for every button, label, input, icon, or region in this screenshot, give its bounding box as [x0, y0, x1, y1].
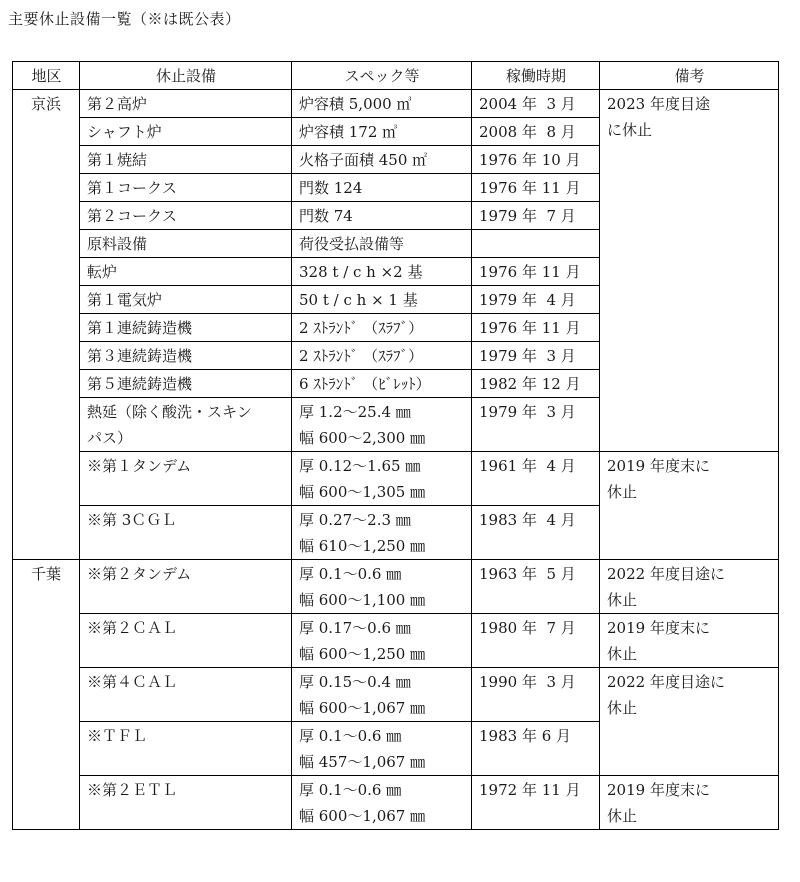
spec-cell-line: 2 ｽﾄﾗﾝﾄﾞ （ｽﾗﾌﾞ）: [299, 347, 424, 365]
equipment-cell-line: 第１コークス: [87, 179, 177, 197]
equipment-cell-line: ※第１タンデム: [87, 457, 192, 475]
spec-cell-line: 厚 0.1～0.6 ㎜: [299, 565, 402, 583]
equipment-cell: [80, 146, 292, 174]
spec-cell: [292, 118, 472, 146]
spec-cell-line: 厚 1.2～25.4 ㎜: [299, 403, 411, 421]
equipment-cell-line: 熱延（除く酸洗・スキン: [87, 403, 252, 421]
period-cell: 1976 年 11 月: [472, 314, 600, 342]
table-row: [13, 776, 779, 830]
page-title: 主要休止設備一覧（※は既公表）: [8, 10, 241, 28]
table-row: [13, 614, 779, 668]
notes-cell-line: 2019 年度末に: [607, 781, 710, 799]
table-row: [13, 560, 779, 614]
spec-cell-line: 328 t / c h ×2 基: [299, 263, 423, 281]
equipment-cell-line: ※ＴＦＬ: [87, 727, 148, 745]
equipment-cell-line: ※第４ＣＡＬ: [87, 673, 178, 691]
notes-cell-line: 休止: [607, 699, 638, 717]
spec-cell-line: 幅 600～1,067 ㎜: [299, 807, 426, 825]
region-cell: 千葉: [13, 560, 80, 830]
equipment-cell-line: 第２高炉: [87, 95, 148, 113]
equipment-cell-line: 第１焼結: [87, 151, 148, 169]
header-equipment: 休止設備: [80, 62, 292, 90]
spec-cell-line: 2 ｽﾄﾗﾝﾄﾞ （ｽﾗﾌﾞ）: [299, 319, 424, 337]
equipment-cell-line: ※第２ＣＡＬ: [87, 619, 178, 637]
equipment-cell: [80, 118, 292, 146]
period-cell: 1979 年 3 月: [472, 342, 600, 370]
equipment-cell: [80, 398, 292, 452]
notes-cell-line: 2019 年度末に: [607, 457, 710, 475]
spec-cell: [292, 614, 472, 668]
spec-cell-line: 50 t / c h × 1 基: [299, 291, 418, 309]
equipment-cell-line: 転炉: [87, 263, 118, 281]
header-spec: スペック等: [292, 62, 472, 90]
period-cell: 1976 年 11 月: [472, 258, 600, 286]
spec-cell-line: 幅 600～1,100 ㎜: [299, 591, 426, 609]
spec-cell-line: 幅 610～1,250 ㎜: [299, 537, 426, 555]
table-row: [13, 452, 779, 506]
equipment-cell: [80, 174, 292, 202]
period-cell: 1961 年 4 月: [472, 452, 600, 506]
notes-cell-line: 休止: [607, 591, 638, 609]
equipment-cell: [80, 614, 292, 668]
spec-cell-line: 厚 0.27～2.3 ㎜: [299, 511, 411, 529]
equipment-cell: [80, 452, 292, 506]
equipment-cell-line: ※第 3ＣＧＬ: [87, 511, 177, 529]
equipment-cell: [80, 560, 292, 614]
spec-cell: [292, 258, 472, 286]
equipment-cell: [80, 776, 292, 830]
table-row: [13, 90, 779, 118]
period-cell: 1980 年 7 月: [472, 614, 600, 668]
spec-cell: [292, 230, 472, 258]
notes-cell-line: 休止: [607, 807, 638, 825]
notes-cell: [600, 776, 779, 830]
period-cell: 2008 年 8 月: [472, 118, 600, 146]
spec-cell: [292, 174, 472, 202]
equipment-cell: [80, 668, 292, 722]
period-cell: 1979 年 4 月: [472, 286, 600, 314]
equipment-cell-line: 第２コークス: [87, 207, 177, 225]
spec-cell-line: 炉容積 172 ㎥: [299, 123, 398, 141]
spec-cell-line: 門数 124: [299, 179, 363, 197]
spec-cell: [292, 560, 472, 614]
equipment-cell: [80, 202, 292, 230]
equipment-cell: [80, 506, 292, 560]
equipment-cell-line: ※第２ＥＴＬ: [87, 781, 178, 799]
header-period: 稼働時期: [472, 62, 600, 90]
spec-cell: [292, 314, 472, 342]
period-cell: 1982 年 12 月: [472, 370, 600, 398]
region-cell: 京浜: [13, 90, 80, 560]
notes-cell-line: 2022 年度目途に: [607, 673, 725, 691]
equipment-cell: [80, 722, 292, 776]
spec-cell: [292, 776, 472, 830]
equipment-cell-line: ※第２タンデム: [87, 565, 192, 583]
spec-cell: [292, 452, 472, 506]
equipment-cell-line: 原料設備: [87, 235, 148, 253]
period-cell: 1990 年 3 月: [472, 668, 600, 722]
spec-cell-line: 厚 0.1～0.6 ㎜: [299, 781, 402, 799]
spec-cell: [292, 202, 472, 230]
spec-cell-line: 幅 457～1,067 ㎜: [299, 753, 426, 771]
equipment-cell: [80, 314, 292, 342]
table-row: [13, 668, 779, 722]
equipment-cell-line: シャフト炉: [87, 123, 162, 141]
equipment-cell-line: 第１連続鋳造機: [87, 319, 193, 337]
spec-cell-line: 炉容積 5,000 ㎥: [299, 95, 412, 113]
notes-cell-line: 2023 年度目途: [607, 95, 710, 113]
notes-cell: [600, 452, 779, 560]
equipment-cell-line: 第５連続鋳造機: [87, 375, 193, 393]
period-cell: 1979 年 7 月: [472, 202, 600, 230]
period-cell: 1972 年 11 月: [472, 776, 600, 830]
header-row: [13, 62, 779, 90]
notes-cell: [600, 560, 779, 614]
spec-cell-line: 6 ｽﾄﾗﾝﾄﾞ （ﾋﾞﾚｯﾄ）: [299, 375, 431, 393]
equipment-cell: [80, 342, 292, 370]
spec-cell-line: 門数 74: [299, 207, 353, 225]
equipment-cell: [80, 286, 292, 314]
spec-cell: [292, 286, 472, 314]
spec-cell-line: 幅 600～1,305 ㎜: [299, 483, 426, 501]
period-cell: [472, 230, 600, 258]
spec-cell-line: 厚 0.1～0.6 ㎜: [299, 727, 402, 745]
equipment-cell-line: 第３連続鋳造機: [87, 347, 193, 365]
notes-cell: [600, 90, 779, 452]
notes-cell-line: 2019 年度末に: [607, 619, 710, 637]
period-cell: 1976 年 11 月: [472, 174, 600, 202]
notes-cell-line: 2022 年度目途に: [607, 565, 725, 583]
period-cell: 1983 年 4 月: [472, 506, 600, 560]
spec-cell: [292, 90, 472, 118]
spec-cell: [292, 342, 472, 370]
spec-cell-line: 幅 600～1,250 ㎜: [299, 645, 426, 663]
spec-cell: [292, 668, 472, 722]
suspended-equipment-table: [12, 61, 779, 830]
period-cell: 1983 年 6 月: [472, 722, 600, 776]
spec-cell-line: 幅 600～2,300 ㎜: [299, 429, 426, 447]
notes-cell-line: に休止: [607, 121, 653, 139]
spec-cell: [292, 370, 472, 398]
notes-cell: [600, 668, 779, 776]
equipment-cell-line: 第１電気炉: [87, 291, 163, 309]
notes-cell-line: 休止: [607, 645, 638, 663]
period-cell: 1963 年 5 月: [472, 560, 600, 614]
spec-cell-line: 火格子面積 450 ㎡: [299, 151, 428, 169]
spec-cell: [292, 398, 472, 452]
equipment-cell: [80, 370, 292, 398]
spec-cell-line: 幅 600～1,067 ㎜: [299, 699, 426, 717]
spec-cell-line: 厚 0.15～0.4 ㎜: [299, 673, 411, 691]
equipment-cell: [80, 230, 292, 258]
spec-cell-line: 荷役受払設備等: [299, 235, 405, 253]
equipment-cell-line: パス）: [87, 429, 133, 447]
equipment-cell: [80, 258, 292, 286]
notes-cell-line: 休止: [607, 483, 638, 501]
header-notes: 備考: [600, 62, 779, 90]
spec-cell: [292, 722, 472, 776]
notes-cell: [600, 614, 779, 668]
header-region: 地区: [13, 62, 80, 90]
period-cell: 1976 年 10 月: [472, 146, 600, 174]
period-cell: 2004 年 3 月: [472, 90, 600, 118]
equipment-cell: [80, 90, 292, 118]
spec-cell: [292, 146, 472, 174]
period-cell: 1979 年 3 月: [472, 398, 600, 452]
spec-cell: [292, 506, 472, 560]
spec-cell-line: 厚 0.12～1.65 ㎜: [299, 457, 421, 475]
spec-cell-line: 厚 0.17～0.6 ㎜: [299, 619, 411, 637]
